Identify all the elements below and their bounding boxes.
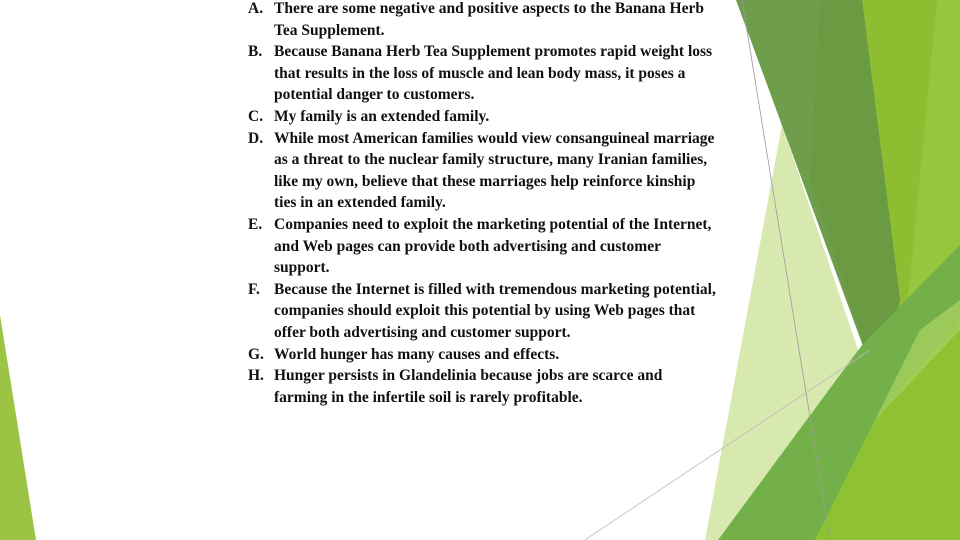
list-item (248, 344, 718, 366)
item-label: B. (248, 43, 263, 61)
list-item (248, 106, 718, 128)
list-item (248, 214, 718, 279)
item-label: E. (248, 215, 263, 233)
item-label: C. (248, 107, 264, 125)
thesis-statement-list (248, 0, 718, 408)
left-green-triangle (0, 315, 36, 540)
item-text: Companies need to exploit the marketing potential of the Internet, and Web pages can provide both advertising and customer support. (274, 215, 712, 277)
list-item (248, 365, 718, 408)
item-text: There are some negative and positive aspects to the Banana Herb Tea Supplement. (274, 0, 704, 39)
item-label: A. (248, 0, 264, 17)
list-item (248, 0, 718, 41)
item-text: Because the Internet is filled with tremendous marketing potential, companies should exploit this potential by using Web pages that offer both advertising and customer support. (274, 280, 716, 341)
list-item (248, 128, 718, 214)
item-text: My family is an extended family. (274, 107, 490, 125)
item-text: World hunger has many causes and effects. (274, 345, 560, 363)
item-label: F. (248, 280, 260, 298)
item-text: While most American families would view consanguineal marriage as a threat to the nuclear family structure, many Iranian families, like my own, believe that these marriages help reinforce kinship ties in an extended family. (274, 129, 715, 212)
item-label: G. (248, 345, 264, 363)
item-label: D. (248, 129, 264, 147)
item-text: Hunger persists in Glandelinia because jobs are scarce and farming in the infertile soil is rarely profitable. (274, 367, 663, 406)
item-text: Because Banana Herb Tea Supplement promotes rapid weight loss that results in the loss of muscle and lean body mass, it poses a potential danger to customers. (274, 43, 713, 104)
list-item (248, 41, 718, 106)
list-item (248, 279, 718, 344)
item-label: H. (248, 367, 264, 385)
